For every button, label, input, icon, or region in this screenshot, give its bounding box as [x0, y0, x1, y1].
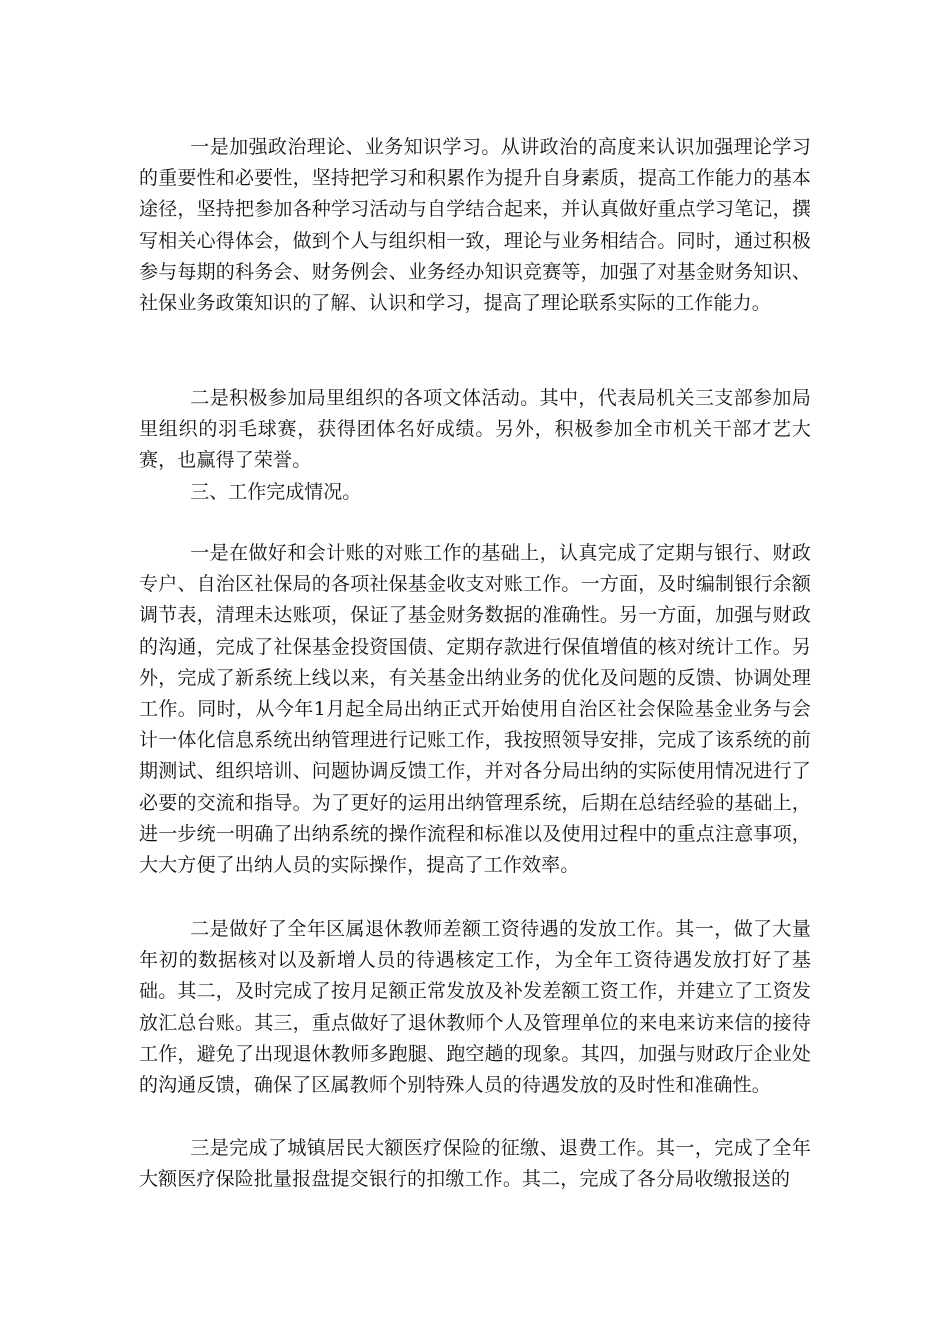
paragraph-reconciliation: 一是在做好和会计账的对账工作的基础上，认真完成了定期与银行、财政专户、自治区社保局的各项社保基金收支对账工作。一方面，及时编制银行余额调节表，清理未达账项，保证了基金财务数据的准确性。另一方面，加强与财政的沟通，完成了社保基金投资国债、定期存款进行保值增值的核对统计工作。另外，完成了新系统上线以来，有关基金出纳业务的优化及问题的反馈、协调处理工作。同时，从今年1月起全局出纳正式开始使用自治区社会保险基金业务与会计一体化信息系统出纳管理进行记账工作，我按照领导安排，完成了该系统的前期测试、组织培训、问题协调反馈工作，并对各分局出纳的实际使用情况进行了必要的交流和指导。为了更好的运用出纳管理系统，后期在总结经验的基础上，进一步统一明确了出纳系统的操作流程和标准以及使用过程中的重点注意事项，大大方便了出纳人员的实际操作，提高了工作效率。 [139, 542, 811, 877]
paragraph-study: 一是加强政治理论、业务知识学习。从讲政治的高度来认识加强理论学习的重要性和必要性，坚持把学习和积累作为提升自身素质，提高工作能力的基本途径，坚持把参加各种学习活动与自学结合起来，并认真做好重点学习笔记，撰写相关心得体会，做到个人与组织相一致，理论与业务相结合。同时，通过积极参与每期的科务会、财务例会、业务经办知识竞赛等，加强了对基金财务知识、社保业务政策知识的了解、认识和学习，提高了理论联系实际的工作能力。 [139, 136, 811, 315]
paragraph-teacher-salary: 二是做好了全年区属退休教师差额工资待遇的发放工作。其一，做了大量年初的数据核对以及新增人员的待遇核定工作，为全年工资待遇发放打好了基础。其二，及时完成了按月足额正常发放及补发差额工资工作，并建立了工资发放汇总台账。其三，重点做好了退休教师个人及管理单位的来电来访来信的接待工作，避免了出现退休教师多跑腿、跑空趟的现象。其四，加强与财政厅企业处的沟通反馈，确保了区属教师个别特殊人员的待遇发放的及时性和准确性。 [139, 918, 811, 1097]
section-heading-work-completion: 三、工作完成情况。 [190, 481, 362, 503]
paragraph-activities: 二是积极参加局里组织的各项文体活动。其中，代表局机关三支部参加局里组织的羽毛球赛，获得团体名好成绩。另外，积极参加全市机关干部才艺大赛，也赢得了荣誉。 [139, 387, 811, 472]
paragraph-medical-insurance: 三是完成了城镇居民大额医疗保险的征缴、退费工作。其一，完成了全年大额医疗保险批量报盘提交银行的扣缴工作。其二，完成了各分局收缴报送的 [139, 1137, 811, 1191]
